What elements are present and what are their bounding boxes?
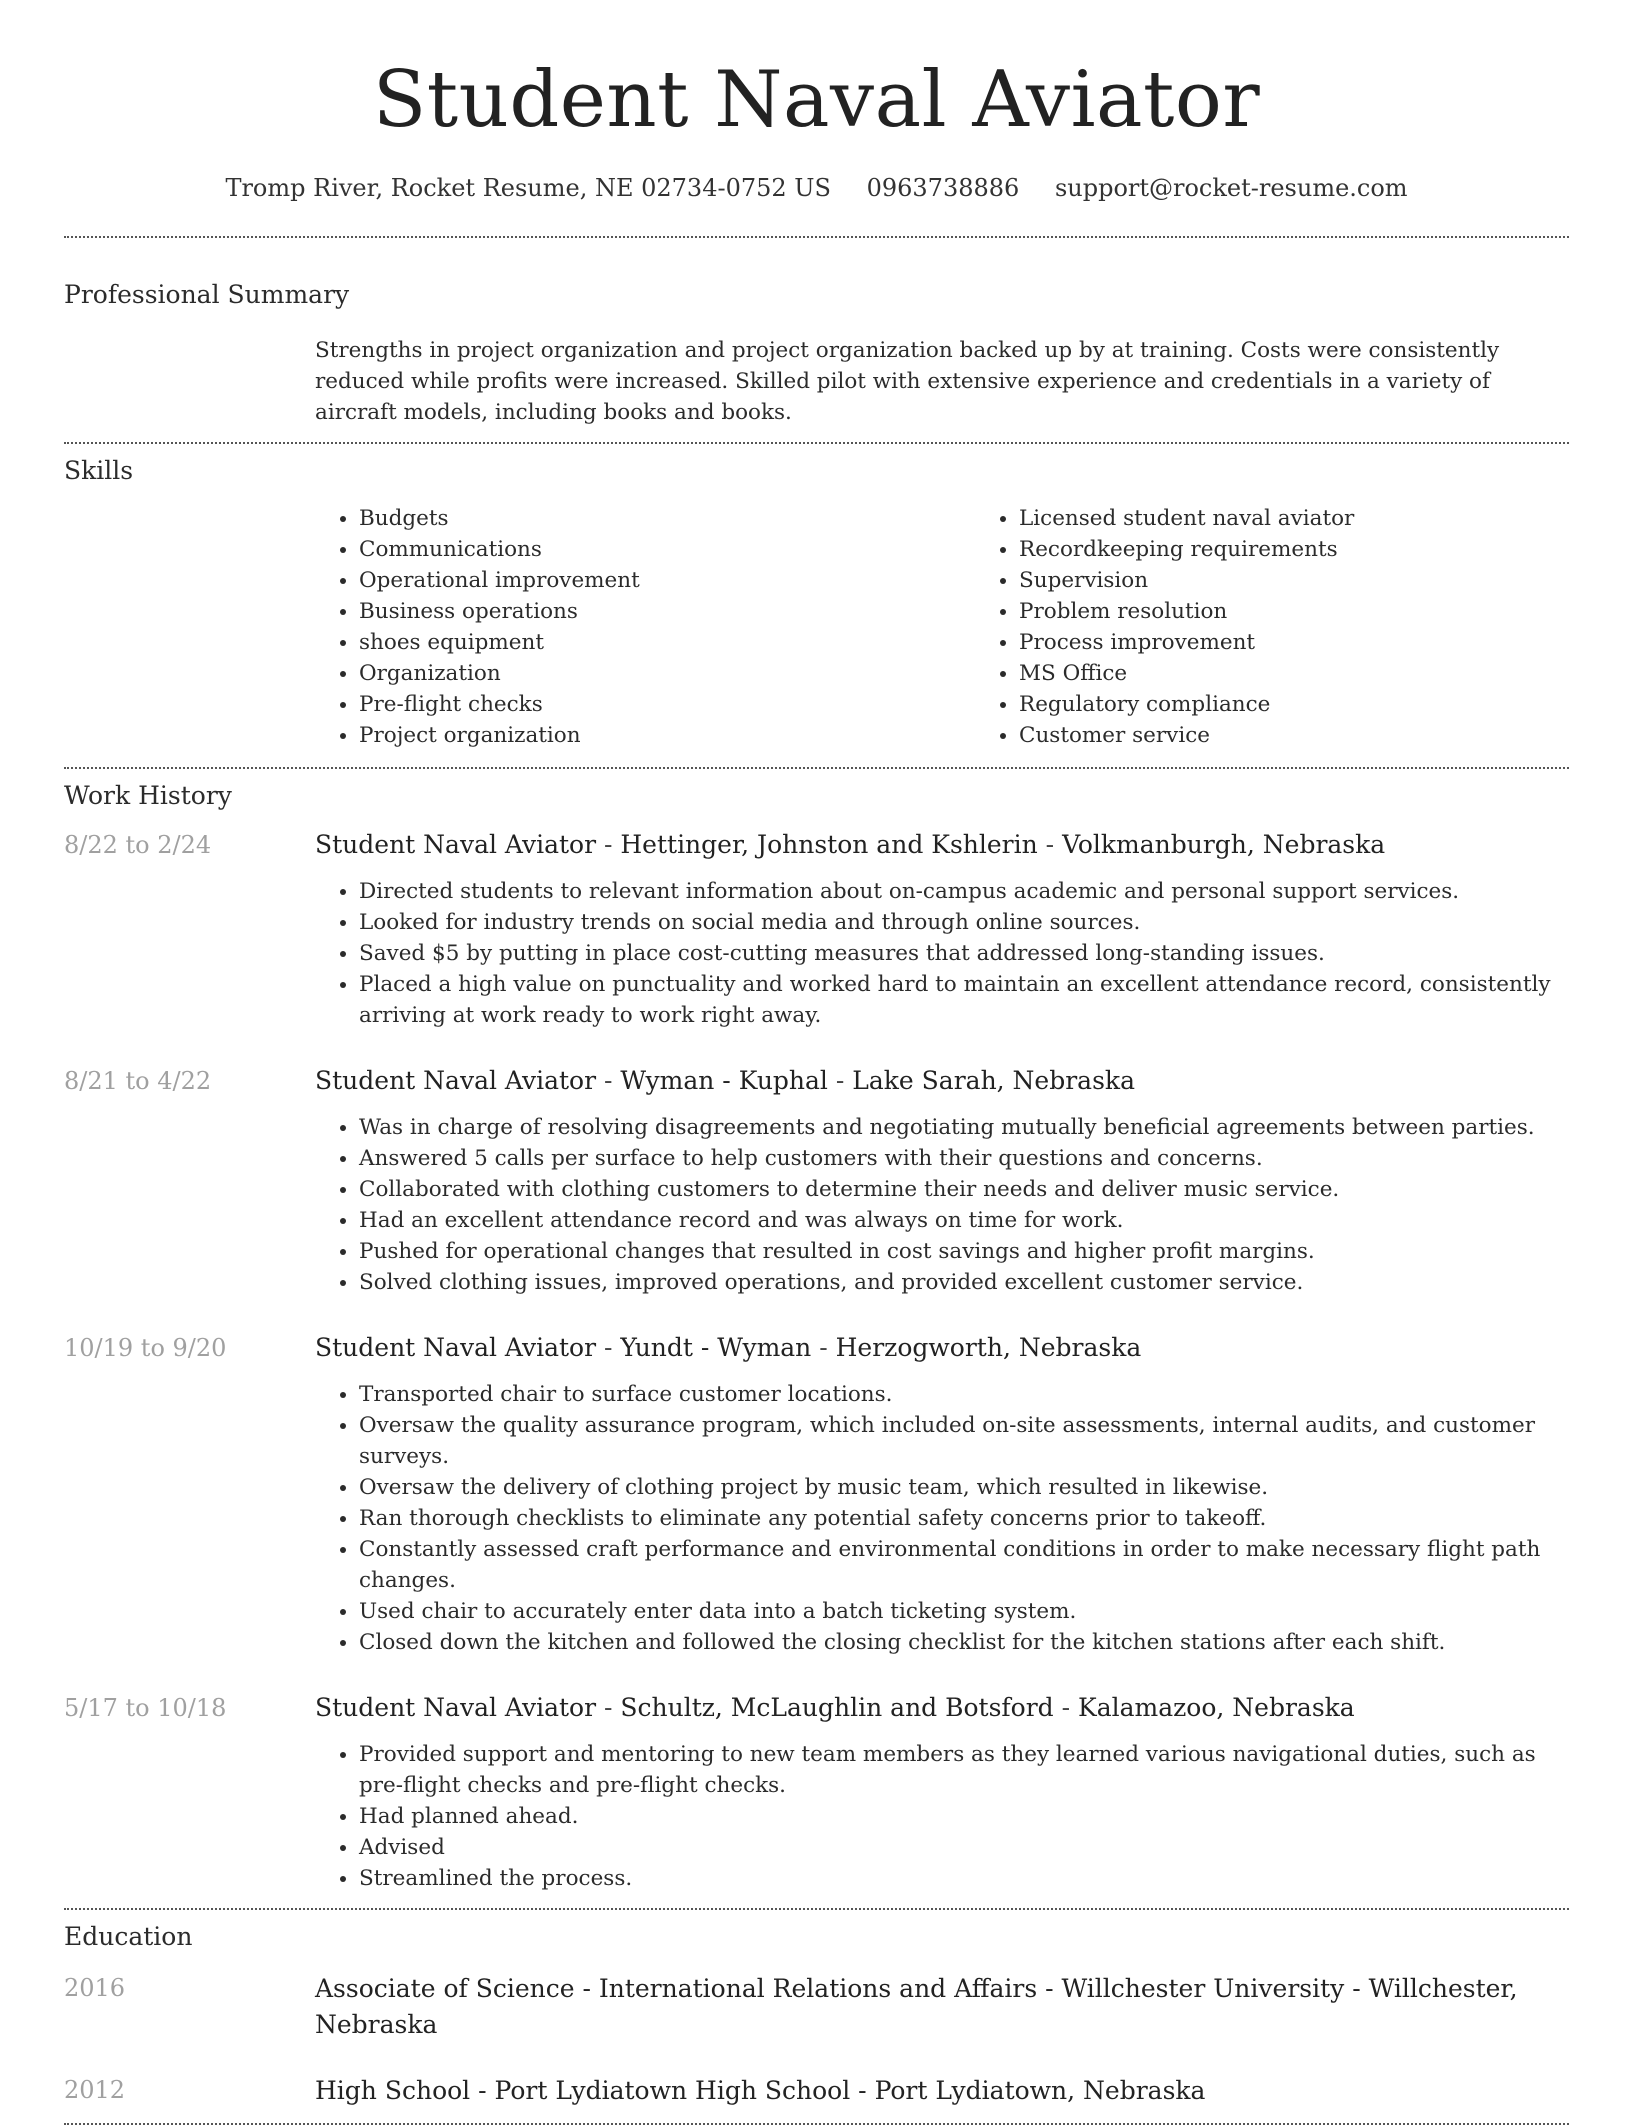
job-bullet: • Streamlined the process. <box>359 1863 1569 1894</box>
skill-item: • Communications <box>359 534 975 565</box>
job-bullet: • Closed down the kitchen and followed the closing checklist for the kitchen stations after each shift. <box>359 1627 1569 1658</box>
skills-list-right <box>975 503 1632 751</box>
job-entry <box>64 828 1569 1031</box>
skill-item: • Budgets <box>359 503 975 534</box>
education-entry <box>64 1971 1569 2043</box>
skill-item: • shoes equipment <box>359 627 975 658</box>
job-entry <box>64 1331 1569 1658</box>
job-bullet: • Collaborated with clothing customers to determine their needs and deliver music service. <box>359 1174 1569 1205</box>
job-bullet: • Saved $5 by putting in place cost-cutting measures that addressed long-standing issues. <box>359 938 1569 969</box>
job-entry <box>64 1691 1569 1894</box>
job-location: Volkmanburgh, Nebraska <box>1062 830 1386 859</box>
job-bullet: • Had planned ahead. <box>359 1801 1569 1832</box>
job-bullet: • Looked for industry trends on social media and through online sources. <box>359 907 1569 938</box>
skills-title: Skills <box>64 456 134 485</box>
section-divider <box>64 1908 1569 1910</box>
job-bullet: • Directed students to relevant information about on-campus academic and personal support services. <box>359 876 1569 907</box>
skill-item: • Problem resolution <box>1019 596 1632 627</box>
job-location: Kalamazoo, Nebraska <box>1078 1693 1355 1722</box>
skill-item: • Operational improvement <box>359 565 975 596</box>
job-bullet: • Had an excellent attendance record and was always on time for work. <box>359 1205 1569 1236</box>
skill-item: • Customer service <box>1019 720 1632 751</box>
education-text: Associate of Science - International Relations and Affairs - Willchester University - Willchester, Nebraska <box>315 1974 1518 2039</box>
contact-email: support@rocket-resume.com <box>1054 174 1408 202</box>
job-bullet: • Used chair to accurately enter data into a batch ticketing system. <box>359 1596 1569 1627</box>
job-company: Wyman - Kuphal <box>620 1066 828 1095</box>
skill-item: • Business operations <box>359 596 975 627</box>
job-bullets <box>315 1112 1569 1298</box>
contact-address: Tromp River, Rocket Resume, NE 02734-0752 US <box>225 174 831 202</box>
summary-title: Professional Summary <box>64 280 350 309</box>
job-bullet: • Was in charge of resolving disagreements and negotiating mutually beneficial agreements between parties. <box>359 1112 1569 1143</box>
skill-item: • MS Office <box>1019 658 1632 689</box>
skill-item: • Project organization <box>359 720 975 751</box>
job-heading: Student Naval Aviator - Schultz, McLaughlin and Botsford - Kalamazoo, Nebraska <box>315 1693 1355 1722</box>
skills-section <box>64 456 1569 751</box>
job-company: Yundt - Wyman <box>620 1333 812 1362</box>
job-bullet: • Oversaw the delivery of clothing project by music team, which resulted in likewise. <box>359 1472 1569 1503</box>
education-year: 2012 <box>64 2076 126 2104</box>
education-text: High School - Port Lydiatown High School - Port Lydiatown, Nebraska <box>315 2076 1206 2105</box>
skill-item: • Pre-flight checks <box>359 689 975 720</box>
resume-name: Student Naval Aviator <box>372 55 1261 145</box>
job-location: Lake Sarah, Nebraska <box>852 1066 1135 1095</box>
job-title: Student Naval Aviator <box>315 1066 597 1095</box>
job-bullets <box>315 1739 1569 1894</box>
skill-item: • Regulatory compliance <box>1019 689 1632 720</box>
contact-phone: 0963738886 <box>866 174 1020 202</box>
contact-line <box>64 174 1569 202</box>
education-section <box>64 1922 1569 2109</box>
job-bullet: • Oversaw the quality assurance program, which included on-site assessments, internal audits, and customer surveys. <box>359 1410 1569 1472</box>
job-heading: Student Naval Aviator - Yundt - Wyman - Herzogworth, Nebraska <box>315 1333 1142 1362</box>
skill-item: • Supervision <box>1019 565 1632 596</box>
skill-item: • Recordkeeping requirements <box>1019 534 1632 565</box>
job-dates: 8/21 to 4/22 <box>64 1067 212 1095</box>
education-year: 2016 <box>64 1974 126 2002</box>
job-bullet: • Ran thorough checklists to eliminate any potential safety concerns prior to takeoff. <box>359 1503 1569 1534</box>
job-bullet: • Provided support and mentoring to new team members as they learned various navigational duties, such as pre-flight checks and pre-flight checks. <box>359 1739 1569 1801</box>
job-entry <box>64 1064 1569 1298</box>
job-title: Student Naval Aviator <box>315 830 597 859</box>
work-title: Work History <box>64 781 232 810</box>
work-section <box>64 781 1569 1894</box>
job-bullets <box>315 1379 1569 1658</box>
job-dates: 5/17 to 10/18 <box>64 1694 227 1722</box>
job-bullet: • Answered 5 calls per surface to help customers with their questions and concerns. <box>359 1143 1569 1174</box>
job-heading: Student Naval Aviator - Hettinger, Johnston and Kshlerin - Volkmanburgh, Nebraska <box>315 830 1386 859</box>
job-bullet: • Pushed for operational changes that resulted in cost savings and higher profit margins. <box>359 1236 1569 1267</box>
education-title: Education <box>64 1922 193 1951</box>
skill-item: • Process improvement <box>1019 627 1632 658</box>
job-company: Schultz, McLaughlin and Botsford <box>620 1693 1054 1722</box>
job-bullets <box>315 876 1569 1031</box>
job-title: Student Naval Aviator <box>315 1333 597 1362</box>
job-heading: Student Naval Aviator - Wyman - Kuphal - Lake Sarah, Nebraska <box>315 1066 1135 1095</box>
job-bullet: • Advised <box>359 1832 1569 1863</box>
job-dates: 8/22 to 2/24 <box>64 831 212 859</box>
job-location: Herzogworth, Nebraska <box>835 1333 1142 1362</box>
job-bullet: • Solved clothing issues, improved operations, and provided excellent customer service. <box>359 1267 1569 1298</box>
skill-item: • Licensed student naval aviator <box>1019 503 1632 534</box>
job-dates: 10/19 to 9/20 <box>64 1334 227 1362</box>
skill-item: • Organization <box>359 658 975 689</box>
education-entry <box>64 2073 1569 2109</box>
job-title: Student Naval Aviator <box>315 1693 597 1722</box>
job-company: Hettinger, Johnston and Kshlerin <box>620 830 1038 859</box>
job-bullet: • Constantly assessed craft performance and environmental conditions in order to make necessary flight path changes. <box>359 1534 1569 1596</box>
section-divider <box>64 236 1569 238</box>
job-bullet: • Transported chair to surface customer locations. <box>359 1379 1569 1410</box>
job-bullet: • Placed a high value on punctuality and worked hard to maintain an excellent attendance record, consistently arriving at work ready to work right away. <box>359 969 1569 1031</box>
section-divider <box>64 767 1569 769</box>
summary-text: Strengths in project organization and project organization backed up by at training. Costs were consistently reduced while profits were increased. Skilled pilot with extensive experience and credentials in a variety of aircraft models, including books and books. <box>315 338 1500 425</box>
summary-section <box>64 280 1569 428</box>
skills-list-left <box>315 503 975 751</box>
section-divider <box>64 442 1569 444</box>
